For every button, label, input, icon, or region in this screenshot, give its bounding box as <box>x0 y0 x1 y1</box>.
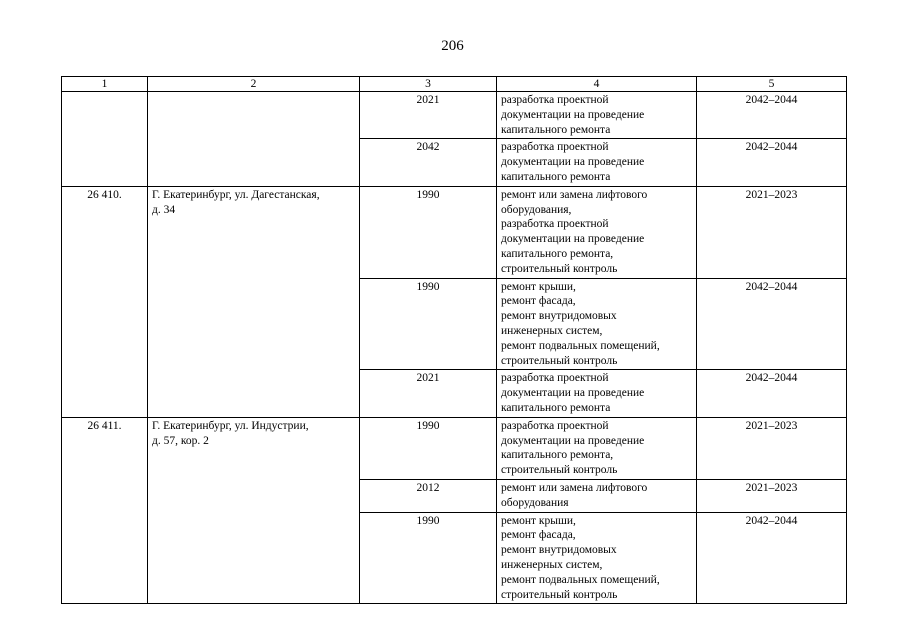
year-cell: 1990 <box>360 186 497 278</box>
table-row <box>62 186 847 278</box>
table-row <box>62 417 847 479</box>
year-cell: 2021 <box>360 92 497 139</box>
period-cell: 2021–2023 <box>697 479 847 512</box>
work-type-cell: ремонт крыши, ремонт фасада, ремонт внутридомовых инженерных систем, ремонт подвальных помещений, строительный контроль <box>497 278 697 370</box>
work-type-cell: разработка проектной документации на проведение капитального ремонта <box>497 370 697 417</box>
period-cell: 2042–2044 <box>697 512 847 604</box>
year-cell: 1990 <box>360 417 497 479</box>
page-number: 206 <box>441 38 464 54</box>
column-header-1: 1 <box>62 77 148 92</box>
year-cell: 2012 <box>360 479 497 512</box>
period-cell: 2021–2023 <box>697 186 847 278</box>
column-header-4: 4 <box>497 77 697 92</box>
table-row <box>62 92 847 139</box>
year-cell: 2021 <box>360 370 497 417</box>
column-header-2: 2 <box>148 77 360 92</box>
address-cell: Г. Екатеринбург, ул. Индустрии, д. 57, кор. 2 <box>148 417 360 604</box>
address-cell: Г. Екатеринбург, ул. Дагестанская, д. 34 <box>148 186 360 417</box>
work-type-cell: разработка проектной документации на проведение капитального ремонта <box>497 139 697 186</box>
column-header-5: 5 <box>697 77 847 92</box>
work-type-cell: ремонт крыши, ремонт фасада, ремонт внутридомовых инженерных систем, ремонт подвальных помещений, строительный контроль <box>497 512 697 604</box>
year-cell: 2042 <box>360 139 497 186</box>
period-cell: 2021–2023 <box>697 417 847 479</box>
table-header-row <box>62 77 847 92</box>
work-type-cell: разработка проектной документации на проведение капитального ремонта, строительный контроль <box>497 417 697 479</box>
column-header-3: 3 <box>360 77 497 92</box>
year-cell: 1990 <box>360 278 497 370</box>
period-cell: 2042–2044 <box>697 139 847 186</box>
row-number-cell: 26 410. <box>62 186 148 417</box>
address-cell <box>148 92 360 187</box>
work-type-cell: ремонт или замена лифтового оборудования, разработка проектной документации на проведение капитального ремонта, строительный контроль <box>497 186 697 278</box>
row-number-cell <box>62 92 148 187</box>
row-number-cell: 26 411. <box>62 417 148 604</box>
work-type-cell: ремонт или замена лифтового оборудования <box>497 479 697 512</box>
period-cell: 2042–2044 <box>697 370 847 417</box>
period-cell: 2042–2044 <box>697 92 847 139</box>
year-cell: 1990 <box>360 512 497 604</box>
document-table <box>61 76 847 604</box>
period-cell: 2042–2044 <box>697 278 847 370</box>
work-type-cell: разработка проектной документации на проведение капитального ремонта <box>497 92 697 139</box>
